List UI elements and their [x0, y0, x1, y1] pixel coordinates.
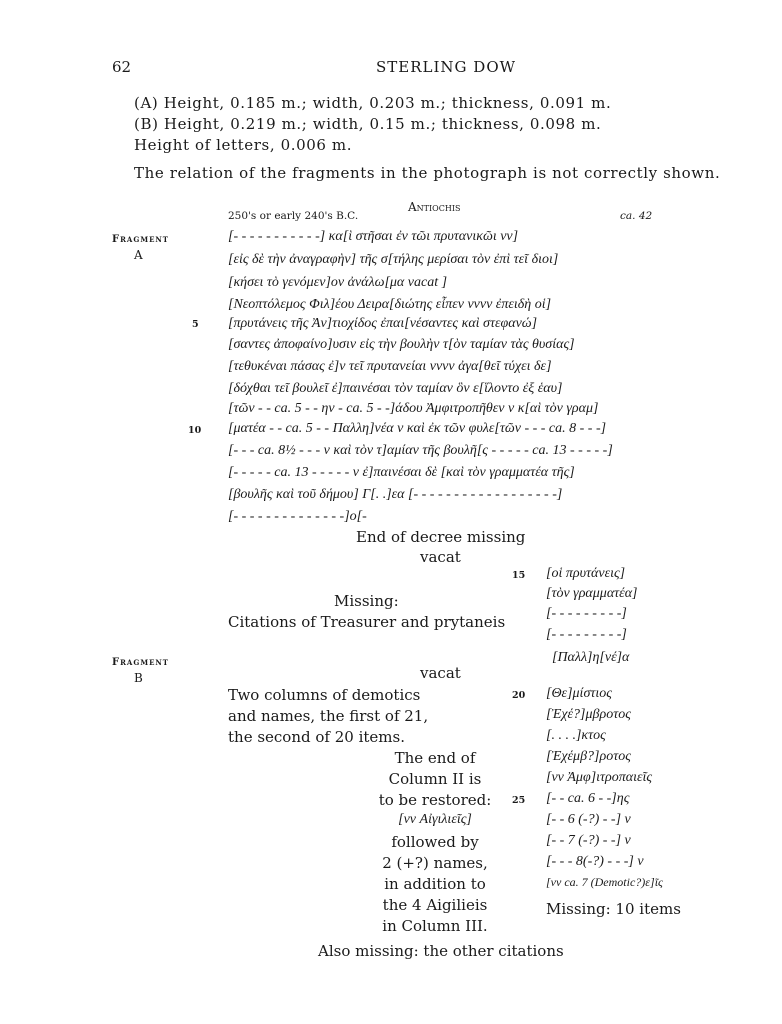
vacat-1: vacat	[420, 548, 461, 566]
decree-line-8: [δόχθαι τεῖ βουλεῖ ἐ]παινέσαι τὸν ταμίαν ὃν ε[ἵλοντο ἐξ ἑαυ]	[228, 381, 563, 396]
line-number-20: 20	[512, 690, 526, 701]
right-line-24: [vv Ἀμφ]ιτροπαιεῖς	[546, 770, 653, 785]
decree-line-1: [- - - - - - - - - - -] κα[ὶ στῆσαι ἐν τῶι πρυτανικῶι vv]	[228, 229, 519, 244]
page-number: 62	[112, 58, 132, 76]
col-note-4: [vv Αἰγιλιεῖς]	[398, 812, 472, 827]
right-line-28: [- - - 8(-?) - - -] v	[546, 854, 644, 869]
col-note-6: 2 (+?) names,	[382, 854, 488, 872]
right-line-15: [οἱ πρυτάνεις]	[546, 566, 626, 581]
also-missing: Also missing: the other citations	[318, 942, 564, 960]
missing-label: Missing:	[334, 592, 399, 610]
decree-line-13: [βουλῆς καὶ τοῦ δήμου] Γ[. .]εα [- - - - - - - - - - - - - - - - - -]	[228, 487, 563, 502]
vacat-2: vacat	[420, 664, 461, 682]
line-number-25: 25	[512, 795, 526, 806]
decree-line-10: [ματέα - - ca. 5 - - Παλλη]νέα v καὶ ἐκ τῶν φυλε[τῶν - - - ca. 8 - - -]	[228, 421, 607, 436]
col-note-9: in Column III.	[382, 917, 488, 935]
right-line-26: [- - 6 (-?) - -] v	[546, 812, 631, 827]
tribe-heading: Antiochis	[408, 200, 461, 214]
fragment-a-letter: A	[134, 248, 143, 262]
line-number-5: 5	[192, 319, 199, 330]
right-line-25: [- - ca. 6 - -]ης	[546, 791, 630, 806]
decree-line-6: [σαντες ἀποφαίνο]υσιν εἰς τὴν βουλὴν τ[ὸν ταμίαν τὰς θυσίας]	[228, 337, 575, 352]
fragment-b-letter: B	[134, 671, 143, 685]
col-note-8: the 4 Aigilieis	[382, 896, 488, 914]
missing-items: Missing: 10 items	[546, 900, 681, 918]
missing-citations: Citations of Treasurer and prytaneis	[228, 613, 506, 631]
decree-line-7: [τεθυκέναι πάσας ἐ]ν τεῖ πρυτανείαι vvvv ἀγα[θεῖ τύχει δε]	[228, 359, 552, 374]
col-note-7: in addition to	[384, 875, 486, 893]
col-note-5: followed by	[391, 833, 479, 851]
right-line-20: [Θε]μίστιος	[546, 686, 612, 701]
date-note: 250's or early 240's B.C.	[228, 210, 359, 222]
demotics-note-1: Two columns of demotics	[228, 686, 421, 704]
right-line-19: [Παλλ]η[νέ]α	[552, 650, 630, 665]
fragment-b-title: Fragment	[112, 657, 170, 668]
decree-line-2: [εἰς δὲ τὴν ἀναγραφὴν] τῆς σ[τήλης μερίσαι τὸν ἐπὶ τεῖ διοι]	[228, 252, 559, 267]
right-line-17: [- - - - - - - - -]	[546, 606, 627, 621]
demotics-note-3: the second of 20 items.	[228, 728, 405, 746]
right-line-27: [- - 7 (-?) - -] v	[546, 833, 631, 848]
right-line-18: [- - - - - - - - -]	[546, 627, 627, 642]
letter-height: Height of letters, 0.006 m.	[134, 136, 353, 154]
col-note-1: The end of	[394, 749, 476, 767]
decree-line-14: [- - - - - - - - - - - - - -]ο[-	[228, 509, 367, 524]
demotics-note-2: and names, the first of 21,	[228, 707, 429, 725]
line-number-15: 15	[512, 570, 526, 581]
right-line-16: [τὸν γραμματέα]	[546, 586, 638, 601]
decree-line-3: [κήσει τὸ γενόμεν]ον ἀνάλω[μα vacat ]	[228, 275, 448, 290]
right-line-21: [Ἐχέ?]μβροτος	[546, 707, 631, 722]
decree-line-12: [- - - - - ca. 13 - - - - - v ἐ]παινέσαι δὲ [καὶ τὸν γραμματέα τῆς]	[228, 465, 575, 480]
right-line-23: [Ἐχέμβ?]ροτος	[546, 749, 631, 764]
running-title: STERLING DOW	[376, 58, 517, 76]
col-note-2: Column II is	[388, 770, 482, 788]
right-line-22: [. . . .]κτος	[546, 728, 606, 743]
end-of-decree: End of decree missing	[356, 528, 526, 546]
fragment-a-title: Fragment	[112, 234, 170, 245]
decree-line-4: [Νεοπτόλεμος Φιλ]έου Δειρα[διώτης εἶπεν vvvv ἐπειδὴ οἱ]	[228, 297, 552, 312]
stoich-note: ca. 42	[620, 210, 653, 222]
col-note-3: to be restored:	[378, 791, 492, 809]
photo-note: The relation of the fragments in the photograph is not correctly shown.	[134, 164, 721, 182]
measurement-a: (A) Height, 0.185 m.; width, 0.203 m.; thickness, 0.091 m.	[134, 94, 612, 112]
decree-line-11: [- - - ca. 8½ - - - v καὶ τὸν τ]αμίαν τῆς βουλῆ[ς - - - - - ca. 13 - - - - -]	[228, 443, 613, 458]
line-number-10: 10	[188, 425, 202, 436]
decree-line-5: [πρυτάνεις τῆς Ἀν]τιοχίδος ἐπαι[νέσαντες καὶ στεφανώ]	[228, 316, 538, 331]
right-line-29: [vv ca. 7 (Demotic?)ε]ῖς	[546, 875, 663, 889]
measurement-b: (B) Height, 0.219 m.; width, 0.15 m.; thickness, 0.098 m.	[134, 115, 602, 133]
decree-line-9: [τῶν - - ca. 5 - - ην - ca. 5 - -]άδου Ἀμφιτροπῆθεν v κ[αὶ τὸν γραμ]	[228, 401, 599, 416]
